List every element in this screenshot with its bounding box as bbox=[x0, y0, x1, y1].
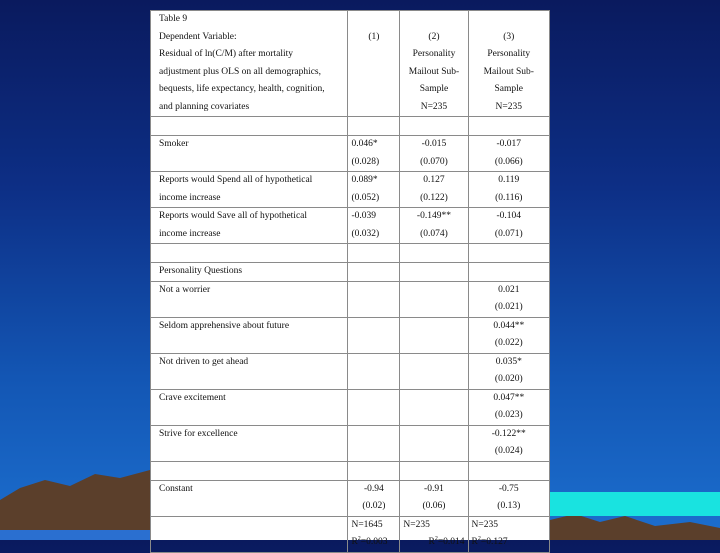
column-number: (1) bbox=[368, 31, 380, 42]
variable-name: Not driven to get ahead bbox=[159, 356, 249, 367]
personality-heading-row bbox=[151, 263, 550, 282]
row-label bbox=[151, 172, 348, 208]
table-row-driven bbox=[151, 353, 550, 389]
coefficient: 0.047** bbox=[493, 392, 525, 403]
sample-size: N=235 bbox=[403, 519, 430, 530]
r-squared-value: =0.003 bbox=[360, 537, 388, 547]
variable-name: Strive for excellence bbox=[159, 428, 238, 439]
variable-name: Seldom apprehensive about future bbox=[159, 320, 290, 331]
cell-col3 bbox=[468, 353, 549, 389]
standard-error: (0.023) bbox=[494, 410, 523, 420]
column-label: Mailout Sub- bbox=[408, 66, 460, 77]
mountain-range bbox=[0, 470, 150, 540]
column-label: Sample bbox=[419, 84, 449, 94]
cell-col2 bbox=[400, 480, 468, 516]
standard-error: (0.024) bbox=[494, 446, 523, 456]
r-squared-value: =0.014 bbox=[437, 537, 465, 547]
spacer-row bbox=[151, 244, 550, 263]
cell-col3 bbox=[468, 480, 549, 516]
variable-name: income increase bbox=[159, 228, 221, 239]
standard-error: (0.032) bbox=[351, 228, 380, 239]
cell-col1 bbox=[348, 208, 400, 244]
table-row-excellence bbox=[151, 425, 550, 461]
table-row-smoker bbox=[151, 136, 550, 172]
personality-questions-heading: Personality Questions bbox=[159, 266, 243, 276]
column-label: Personality bbox=[487, 49, 531, 59]
coefficient: 0.127 bbox=[423, 175, 445, 185]
column-label: Mailout Sub- bbox=[483, 66, 534, 77]
table-row-worrier bbox=[151, 281, 550, 317]
standard-error: (0.070) bbox=[420, 156, 448, 167]
table-row-footer bbox=[151, 516, 550, 552]
table-row-apprehensive bbox=[151, 317, 550, 353]
coefficient: 0.021 bbox=[498, 284, 520, 295]
coefficient: 0.089* bbox=[351, 175, 378, 185]
table-slide bbox=[150, 10, 550, 547]
coefficient: -0.91 bbox=[424, 483, 444, 494]
cell-col2 bbox=[400, 136, 468, 172]
coefficient: -0.017 bbox=[496, 139, 522, 149]
column-sample-size: N=235 bbox=[420, 101, 448, 112]
cell-col1 bbox=[348, 172, 400, 208]
coefficient: -0.75 bbox=[498, 483, 519, 494]
standard-error: (0.022) bbox=[494, 338, 523, 348]
table-row-constant bbox=[151, 480, 550, 516]
r-squared-symbol: R bbox=[351, 537, 358, 547]
section-heading bbox=[151, 263, 348, 282]
cell-col1 bbox=[348, 136, 400, 172]
coefficient: 0.119 bbox=[498, 175, 520, 185]
r-squared bbox=[351, 534, 396, 552]
r-squared bbox=[472, 534, 546, 552]
standard-error: (0.021) bbox=[494, 302, 523, 312]
dependent-variable-label: Dependent Variable: bbox=[159, 31, 237, 42]
r-squared-symbol: R bbox=[428, 537, 435, 547]
standard-error: (0.020) bbox=[494, 374, 523, 384]
cell-col2 bbox=[400, 172, 468, 208]
coefficient: -0.015 bbox=[421, 139, 447, 149]
variable-name: Constant bbox=[159, 483, 193, 494]
sea-band-left bbox=[0, 530, 150, 540]
spacer-row bbox=[151, 461, 550, 480]
table-header-row bbox=[151, 11, 550, 117]
variable-name: Smoker bbox=[159, 139, 189, 149]
variable-name: income increase bbox=[159, 192, 221, 203]
r-squared-exponent: 2 bbox=[434, 535, 438, 542]
dependent-variable-line: and planning covariates bbox=[159, 101, 250, 112]
standard-error: (0.074) bbox=[420, 228, 448, 239]
column-label: Personality bbox=[412, 49, 456, 59]
cell-col3 bbox=[468, 425, 549, 461]
r-squared-value: =0.127 bbox=[480, 537, 508, 547]
table-title: Table 9 bbox=[159, 14, 188, 24]
footer-col2 bbox=[400, 516, 468, 552]
standard-error: (0.06) bbox=[422, 501, 446, 511]
dependent-variable-line: bequests, life expectancy, health, cognition, bbox=[159, 84, 325, 94]
cell-col3 bbox=[468, 317, 549, 353]
r-squared bbox=[403, 534, 464, 552]
cell-col3 bbox=[468, 281, 549, 317]
coefficient: 0.046* bbox=[351, 139, 378, 149]
coefficient: 0.035* bbox=[495, 356, 522, 367]
column-label: Sample bbox=[494, 84, 524, 94]
variable-name: Crave excitement bbox=[159, 392, 226, 403]
r-squared-exponent: 2 bbox=[477, 535, 481, 542]
sample-size: N=1645 bbox=[351, 519, 383, 530]
standard-error: (0.066) bbox=[494, 156, 523, 167]
standard-error: (0.071) bbox=[494, 228, 523, 239]
row-label bbox=[151, 208, 348, 244]
dependent-variable-line: adjustment plus OLS on all demographics, bbox=[159, 66, 322, 77]
coefficient: -0.94 bbox=[364, 483, 384, 494]
coefficient: -0.149** bbox=[416, 211, 451, 221]
standard-error: (0.028) bbox=[351, 156, 380, 167]
spacer-row bbox=[151, 117, 550, 136]
r-squared-symbol: R bbox=[471, 537, 478, 547]
row-label bbox=[151, 425, 348, 461]
cell-col3 bbox=[468, 136, 549, 172]
regression-table bbox=[150, 10, 550, 553]
column-number: (3) bbox=[503, 31, 515, 42]
header-col3 bbox=[468, 11, 549, 117]
coefficient: 0.044** bbox=[493, 320, 525, 331]
variable-name: Reports would Save all of hypothetical bbox=[159, 211, 308, 221]
variable-name: Reports would Spend all of hypothetical bbox=[159, 175, 313, 185]
standard-error: (0.122) bbox=[420, 192, 448, 203]
footer-col3 bbox=[468, 516, 549, 552]
cell-col3 bbox=[468, 172, 549, 208]
cell-col3 bbox=[468, 389, 549, 425]
row-label bbox=[151, 353, 348, 389]
row-label bbox=[151, 480, 348, 516]
coefficient: -0.122** bbox=[491, 428, 526, 439]
standard-error: (0.052) bbox=[351, 192, 380, 203]
mountain-range-right bbox=[550, 514, 720, 540]
footer-col1 bbox=[348, 516, 400, 552]
cell-col1 bbox=[348, 480, 400, 516]
header-description bbox=[151, 11, 348, 117]
dependent-variable-line: Residual of ln(C/M) after mortality bbox=[159, 49, 294, 59]
table-row-spend bbox=[151, 172, 550, 208]
cell-col3 bbox=[468, 208, 549, 244]
column-number: (2) bbox=[428, 31, 440, 42]
sea-band bbox=[550, 492, 720, 516]
row-label bbox=[151, 281, 348, 317]
r-squared-exponent: 2 bbox=[357, 535, 361, 542]
sample-size: N=235 bbox=[471, 519, 499, 530]
standard-error: (0.13) bbox=[497, 501, 521, 511]
row-label bbox=[151, 389, 348, 425]
row-label bbox=[151, 317, 348, 353]
variable-name: Not a worrier bbox=[159, 284, 211, 295]
header-col2 bbox=[400, 11, 468, 117]
column-sample-size: N=235 bbox=[495, 101, 522, 112]
standard-error: (0.116) bbox=[495, 192, 523, 203]
coefficient: -0.104 bbox=[496, 211, 522, 221]
table-row-save bbox=[151, 208, 550, 244]
row-label bbox=[151, 136, 348, 172]
table-row-excitement bbox=[151, 389, 550, 425]
coefficient: -0.039 bbox=[351, 211, 376, 221]
standard-error: (0.02) bbox=[362, 501, 386, 511]
header-col1 bbox=[348, 11, 400, 117]
cell-col2 bbox=[400, 208, 468, 244]
